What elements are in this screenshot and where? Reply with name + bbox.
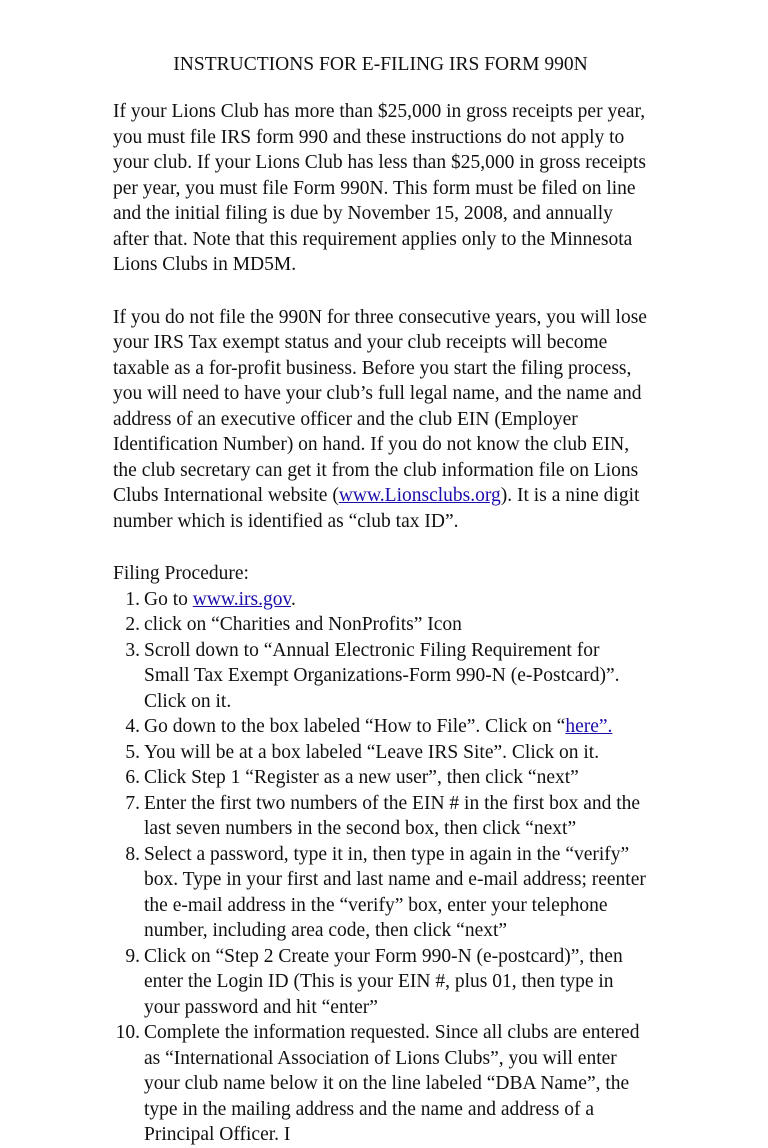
step-number: 9. (125, 945, 140, 967)
step-number: 2. (125, 614, 140, 635)
irs-link[interactable]: www.irs.gov (192, 588, 291, 610)
step-text: Select a password, type it in, then type in again in the “verify” box. Type in your first and last name and e-mail address; reenter the e-mail address in the “verify” box, enter your telephone number, including area code, then click “next” (144, 843, 646, 941)
step-item (113, 638, 648, 715)
filing-steps-list (113, 587, 648, 1148)
step-item (113, 944, 648, 1021)
step-item (113, 714, 648, 740)
step-number: 6. (125, 767, 140, 788)
step-number: 8. (125, 843, 140, 865)
step-text: Go to (144, 588, 193, 610)
step-text: Complete the information requested. Since all clubs are entered as “International Association of Lions Clubs”, you will enter your club name below it on the line labeled “DBA Name”, the type in the mailing address and the name and address of a Principal Officer. I (144, 1022, 640, 1145)
step-text: Scroll down to “Annual Electronic Filing Requirement for Small Tax Exempt Organizations-Form 990-N (e-Postcard)”. Click on it. (144, 639, 620, 712)
step-text: Click on “Step 2 Create your Form 990-N (e-postcard)”, then enter the Login ID (This is your EIN #, plus 01, then type in your password and hit “enter” (144, 945, 623, 1018)
filing-procedure-heading: Filing Procedure: (113, 563, 249, 584)
paragraph-text: If you do not file the 990N for three consecutive years, you will lose your IRS Tax exempt status and your club receipts will become taxable as a for-profit business. Before you start the filing process, you will need to have your club’s full legal name, and the name and address of an executive officer and the club EIN (Employer Identification Number) on hand. If you do not know the club EIN, the club secretary can get it from the club information file on Lions Clubs International website ( (113, 306, 647, 506)
step-number: 4. (125, 716, 140, 737)
step-item (113, 740, 648, 766)
step-number: 7. (125, 792, 140, 814)
step-item (113, 765, 648, 791)
step-item (113, 587, 648, 613)
step-item (113, 1020, 648, 1148)
step-number: 1. (125, 588, 140, 610)
step-number: 10. (115, 1022, 140, 1043)
step-text: You will be at a box labeled “Leave IRS Site”. Click on it. (144, 741, 600, 763)
step-number: 5. (125, 741, 140, 763)
paragraph-gross-receipts: If your Lions Club has more than $25,000 in gross receipts per year, you must file IRS form 990 and these instructions do not apply to your club. If your Lions Club has less than $25,000 in gross receipts per year, you must file Form 990N. This form must be filed on line and the initial filing is due by November 15, 2008, and annually after that. Note that this requirement applies only to the Minnesota Lions Clubs in MD5M. (113, 101, 646, 275)
document-title: INSTRUCTIONS FOR E-FILING IRS FORM 990N (173, 54, 588, 75)
step-text: . (290, 588, 296, 610)
paragraph-filing-requirements (113, 305, 648, 535)
here-link[interactable]: here”. (565, 716, 613, 737)
paragraph-text: ). It is a nine digit number which is identified as “club tax ID”. (113, 485, 640, 532)
step-text: Enter the first two numbers of the EIN # in the first box and the last seven numbers in the second box, then click “next” (144, 792, 641, 839)
step-item (113, 612, 648, 638)
step-text: Go down to the box labeled “How to File”. Click on “ (144, 716, 566, 737)
step-item (113, 791, 648, 842)
step-text: click on “Charities and NonProfits” Icon (144, 614, 462, 635)
step-item (113, 842, 648, 944)
step-text: Click Step 1 “Register as a new user”, then click “next” (144, 767, 579, 788)
lionsclubs-link[interactable]: www.Lionsclubs.org (338, 485, 501, 506)
step-number: 3. (125, 639, 140, 661)
